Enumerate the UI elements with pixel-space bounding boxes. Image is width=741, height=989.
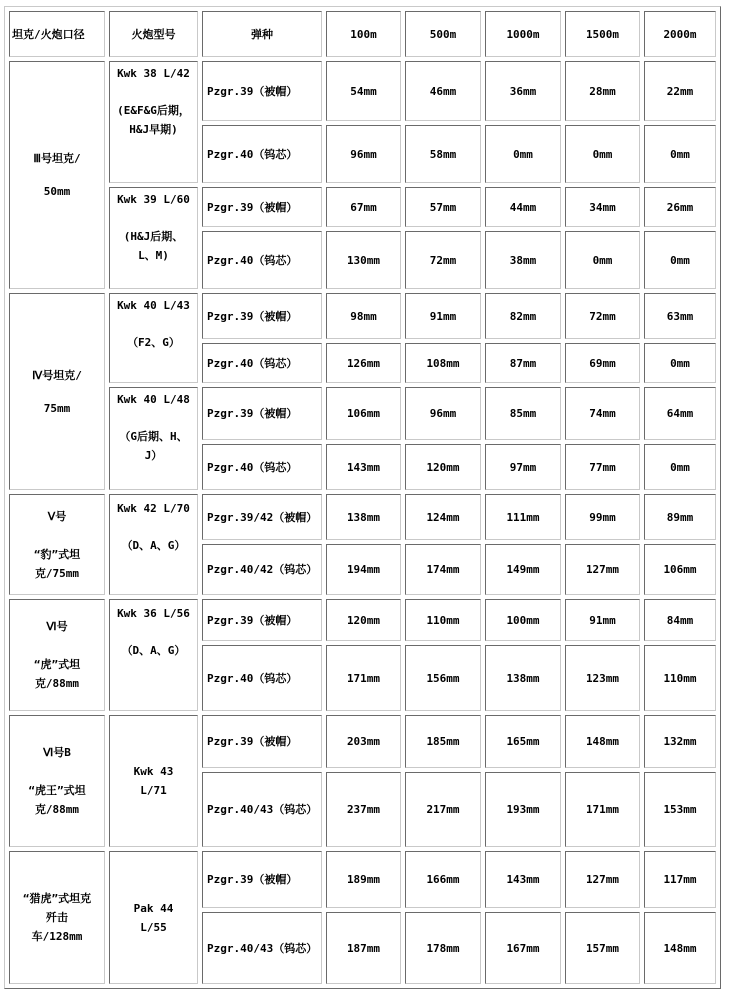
penetration-value-cell: 237mm <box>326 772 401 847</box>
penetration-table <box>4 6 721 989</box>
penetration-value-cell: 171mm <box>565 772 640 847</box>
tank-label-line: Ⅲ号坦克/ <box>33 152 81 165</box>
header-cell-1000m: 1000m <box>485 11 561 57</box>
penetration-value-cell: 58mm <box>405 125 481 183</box>
tank-cell <box>9 715 105 847</box>
penetration-value-cell: 44mm <box>485 187 561 227</box>
tank-label-line: “猎虎”式坦克歼击车/128mm <box>22 892 92 943</box>
gun-variant-note: （D、A、G） <box>121 539 186 552</box>
gun-model-name: Kwk 38 L/42 <box>117 67 190 80</box>
shell-type-cell: Pzgr.40（钨芯） <box>202 444 322 490</box>
penetration-value-cell: 99mm <box>565 494 640 540</box>
penetration-value-cell: 148mm <box>644 912 716 984</box>
penetration-value-cell: 178mm <box>405 912 481 984</box>
penetration-value-cell: 106mm <box>644 544 716 595</box>
shell-type-cell: Pzgr.39（被帽） <box>202 61 322 121</box>
penetration-value-cell: 46mm <box>405 61 481 121</box>
shell-type-cell: Pzgr.40/42（钨芯） <box>202 544 322 595</box>
penetration-value-cell: 126mm <box>326 343 401 383</box>
penetration-value-cell: 165mm <box>485 715 561 768</box>
shell-type-cell: Pzgr.40（钨芯） <box>202 231 322 289</box>
table-row <box>9 599 716 641</box>
table-row <box>9 61 716 121</box>
gun-model-name: Kwk 40 L/48 <box>117 393 190 406</box>
tank-label-line: 50mm <box>43 185 71 198</box>
penetration-value-cell: 130mm <box>326 231 401 289</box>
gun-variant-note: （G后期、H、J） <box>119 430 188 462</box>
penetration-value-cell: 0mm <box>644 343 716 383</box>
penetration-value-cell: 89mm <box>644 494 716 540</box>
penetration-value-cell: 26mm <box>644 187 716 227</box>
tank-label-line: Ⅴ号 <box>47 509 67 523</box>
penetration-value-cell: 69mm <box>565 343 640 383</box>
penetration-value-cell: 72mm <box>405 231 481 289</box>
penetration-value-cell: 96mm <box>326 125 401 183</box>
gun-model-name: Kwk 43 L/71 <box>133 765 174 797</box>
penetration-value-cell: 120mm <box>405 444 481 490</box>
penetration-value-cell: 97mm <box>485 444 561 490</box>
penetration-value-cell: 124mm <box>405 494 481 540</box>
tank-cell <box>9 293 105 490</box>
penetration-value-cell: 156mm <box>405 645 481 711</box>
header-cell-gun: 火炮型号 <box>109 11 198 57</box>
shell-type-cell: Pzgr.39（被帽） <box>202 599 322 641</box>
penetration-value-cell: 91mm <box>405 293 481 339</box>
gun-cell <box>109 851 198 984</box>
penetration-value-cell: 63mm <box>644 293 716 339</box>
tank-label-line: 75mm <box>43 401 71 415</box>
penetration-value-cell: 189mm <box>326 851 401 908</box>
shell-type-cell: Pzgr.39/42（被帽） <box>202 494 322 540</box>
shell-type-cell: Pzgr.40/43（钨芯） <box>202 772 322 847</box>
penetration-value-cell: 138mm <box>326 494 401 540</box>
penetration-value-cell: 123mm <box>565 645 640 711</box>
gun-cell <box>109 599 198 711</box>
penetration-value-cell: 157mm <box>565 912 640 984</box>
gun-cell <box>109 61 198 183</box>
header-cell-500m: 500m <box>405 11 481 57</box>
penetration-value-cell: 0mm <box>485 125 561 183</box>
gun-cell <box>109 187 198 289</box>
tank-label-line: Ⅵ号 <box>46 620 68 633</box>
penetration-value-cell: 57mm <box>405 187 481 227</box>
penetration-value-cell: 0mm <box>644 231 716 289</box>
shell-type-cell: Pzgr.39（被帽） <box>202 387 322 440</box>
penetration-value-cell: 36mm <box>485 61 561 121</box>
penetration-value-cell: 0mm <box>565 231 640 289</box>
header-cell-100m: 100m <box>326 11 401 57</box>
table-row <box>9 494 716 540</box>
table-row <box>9 715 716 768</box>
penetration-value-cell: 85mm <box>485 387 561 440</box>
gun-model-name: Kwk 36 L/56 <box>117 607 190 620</box>
penetration-value-cell: 22mm <box>644 61 716 121</box>
table-body <box>9 11 716 984</box>
gun-cell <box>109 494 198 595</box>
shell-type-cell: Pzgr.39（被帽） <box>202 851 322 908</box>
shell-type-cell: Pzgr.40/43（钨芯） <box>202 912 322 984</box>
gun-cell <box>109 293 198 383</box>
shell-type-cell: Pzgr.40（钨芯） <box>202 125 322 183</box>
table-row <box>9 293 716 339</box>
penetration-value-cell: 127mm <box>565 544 640 595</box>
penetration-value-cell: 111mm <box>485 494 561 540</box>
penetration-value-cell: 64mm <box>644 387 716 440</box>
shell-type-cell: Pzgr.39（被帽） <box>202 293 322 339</box>
penetration-value-cell: 87mm <box>485 343 561 383</box>
penetration-value-cell: 194mm <box>326 544 401 595</box>
penetration-value-cell: 98mm <box>326 293 401 339</box>
penetration-value-cell: 106mm <box>326 387 401 440</box>
tank-cell <box>9 851 105 984</box>
shell-type-cell: Pzgr.40（钨芯） <box>202 645 322 711</box>
penetration-value-cell: 166mm <box>405 851 481 908</box>
tank-label-line: Ⅵ号B <box>43 746 71 759</box>
penetration-value-cell: 148mm <box>565 715 640 768</box>
penetration-value-cell: 193mm <box>485 772 561 847</box>
penetration-value-cell: 203mm <box>326 715 401 768</box>
penetration-value-cell: 143mm <box>485 851 561 908</box>
penetration-value-cell: 110mm <box>405 599 481 641</box>
penetration-value-cell: 54mm <box>326 61 401 121</box>
penetration-value-cell: 67mm <box>326 187 401 227</box>
penetration-value-cell: 91mm <box>565 599 640 641</box>
gun-variant-note: (H&J后期、L、M) <box>123 230 184 262</box>
gun-model-name: Kwk 39 L/60 <box>117 193 190 206</box>
penetration-value-cell: 143mm <box>326 444 401 490</box>
gun-variant-note: （F2、G） <box>127 336 180 349</box>
gun-model-name: Kwk 40 L/43 <box>117 299 190 312</box>
penetration-value-cell: 127mm <box>565 851 640 908</box>
tank-label-line: “虎王”式坦克/88mm <box>28 784 86 816</box>
gun-variant-note: (E&F&G后期，H&J早期) <box>117 104 190 136</box>
shell-type-cell: Pzgr.39（被帽） <box>202 187 322 227</box>
penetration-value-cell: 217mm <box>405 772 481 847</box>
header-cell-1500m: 1500m <box>565 11 640 57</box>
penetration-value-cell: 120mm <box>326 599 401 641</box>
penetration-value-cell: 0mm <box>565 125 640 183</box>
penetration-value-cell: 84mm <box>644 599 716 641</box>
shell-type-cell: Pzgr.40（钨芯） <box>202 343 322 383</box>
header-cell-shell: 弹种 <box>202 11 322 57</box>
penetration-value-cell: 0mm <box>644 444 716 490</box>
penetration-value-cell: 110mm <box>644 645 716 711</box>
penetration-value-cell: 187mm <box>326 912 401 984</box>
tank-cell <box>9 599 105 711</box>
penetration-value-cell: 82mm <box>485 293 561 339</box>
table-row <box>9 187 716 227</box>
tank-cell <box>9 61 105 289</box>
header-cell-2000m: 2000m <box>644 11 716 57</box>
penetration-value-cell: 34mm <box>565 187 640 227</box>
tank-label-line: “豹”式坦克/75mm <box>33 547 81 580</box>
tank-cell <box>9 494 105 595</box>
penetration-value-cell: 38mm <box>485 231 561 289</box>
penetration-value-cell: 28mm <box>565 61 640 121</box>
table-row <box>9 387 716 440</box>
penetration-value-cell: 117mm <box>644 851 716 908</box>
header-row <box>9 11 716 57</box>
gun-cell <box>109 715 198 847</box>
penetration-value-cell: 72mm <box>565 293 640 339</box>
penetration-value-cell: 74mm <box>565 387 640 440</box>
shell-type-cell: Pzgr.39（被帽） <box>202 715 322 768</box>
table-row <box>9 851 716 908</box>
penetration-value-cell: 167mm <box>485 912 561 984</box>
penetration-value-cell: 153mm <box>644 772 716 847</box>
penetration-value-cell: 174mm <box>405 544 481 595</box>
penetration-value-cell: 149mm <box>485 544 561 595</box>
penetration-value-cell: 0mm <box>644 125 716 183</box>
tank-label-line: “虎”式坦克/88mm <box>33 658 81 690</box>
gun-model-name: Kwk 42 L/70 <box>117 502 190 515</box>
tank-label-line: Ⅳ号坦克/ <box>32 368 82 382</box>
penetration-value-cell: 100mm <box>485 599 561 641</box>
header-cell-tank: 坦克/火炮口径 <box>9 11 105 57</box>
penetration-value-cell: 138mm <box>485 645 561 711</box>
penetration-value-cell: 77mm <box>565 444 640 490</box>
penetration-value-cell: 108mm <box>405 343 481 383</box>
gun-cell <box>109 387 198 490</box>
penetration-value-cell: 132mm <box>644 715 716 768</box>
penetration-value-cell: 185mm <box>405 715 481 768</box>
penetration-value-cell: 171mm <box>326 645 401 711</box>
gun-model-name: Pak 44 L/55 <box>133 901 174 934</box>
penetration-value-cell: 96mm <box>405 387 481 440</box>
gun-variant-note: （D、A、G） <box>121 644 186 657</box>
